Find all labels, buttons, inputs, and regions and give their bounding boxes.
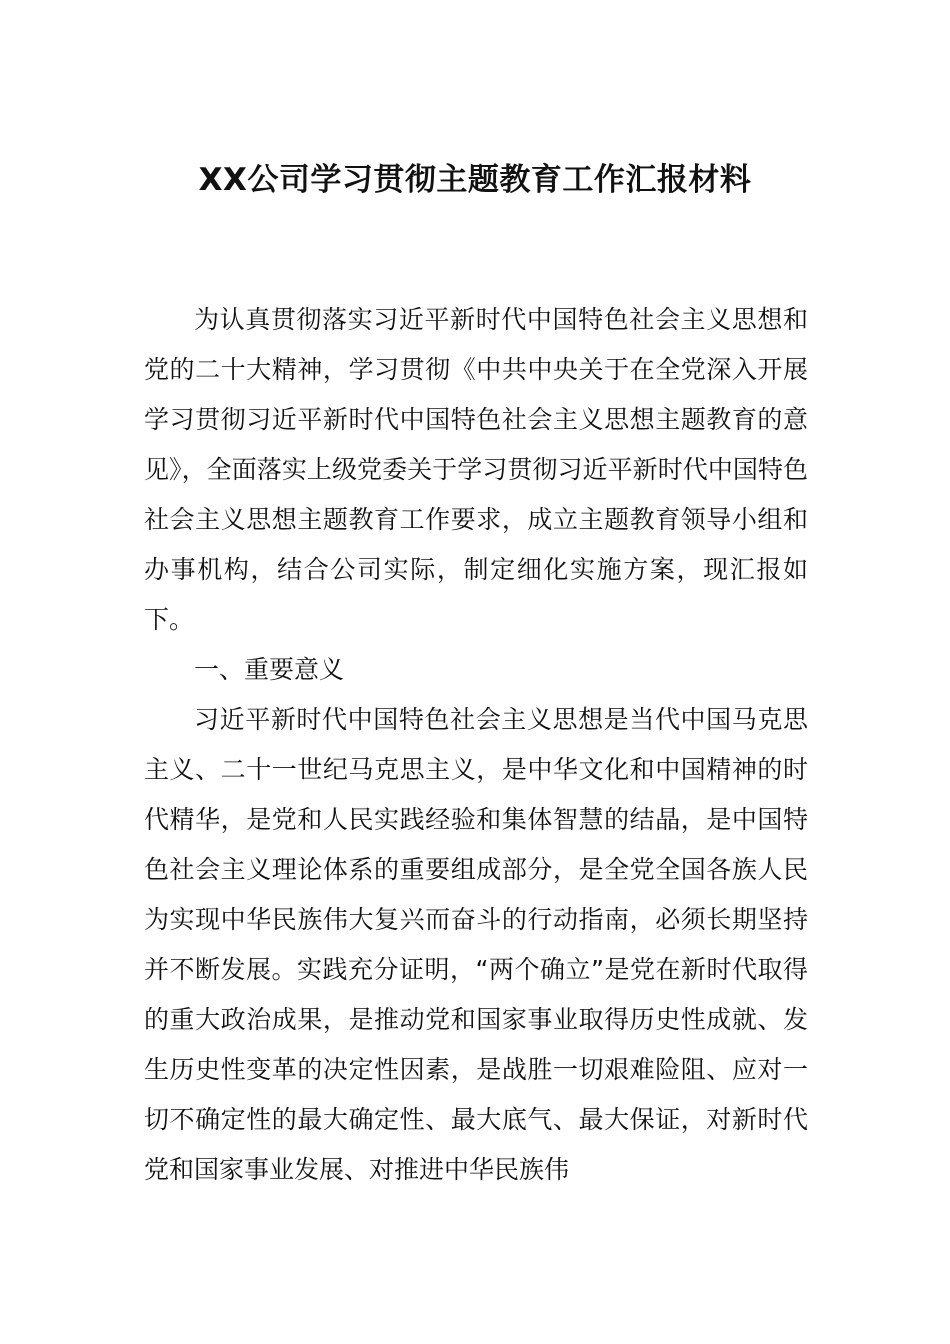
section-paragraph: 习近平新时代中国特色社会主义思想是当代中国马克思主义、二十一世纪马克思主义，是中华文化和中国精神的时代精华，是党和人民实践经验和集体智慧的结晶，是中国特色社会主义理论体系的重要组成部分，是全党全国各族人民为实现中华民族伟大复兴而奋斗的行动指南，必须长期坚持并不断发展。实践充分证明，“两个确立”是党在新时代取得的重大政治成果，是推动党和国家事业取得历史性成就、发生历史性变革的决定性因素，是战胜一切艰难险阻、应对一切不确定性的最大确定性、最大底气、最大保证，对新时代党和国家事业发展、对推进中华民族伟: [144, 705, 808, 1184]
document-title: XX公司学习贯彻主题教育工作汇报材料: [198, 162, 752, 198]
section-heading: 一、重要意义: [194, 655, 345, 684]
document-body: [144, 295, 808, 1195]
intro-paragraph: 为认真贯彻落实习近平新时代中国特色社会主义思想和党的二十大精神，学习贯彻《中共中央关于在全党深入开展学习贯彻习近平新时代中国特色社会主义思想主题教育的意见》，全面落实上级党委关于学习贯彻习近平新时代中国特色社会主义思想主题教育工作要求，成立主题教育领导小组和办事机构，结合公司实际，制定细化实施方案，现汇报如下。: [144, 305, 808, 634]
